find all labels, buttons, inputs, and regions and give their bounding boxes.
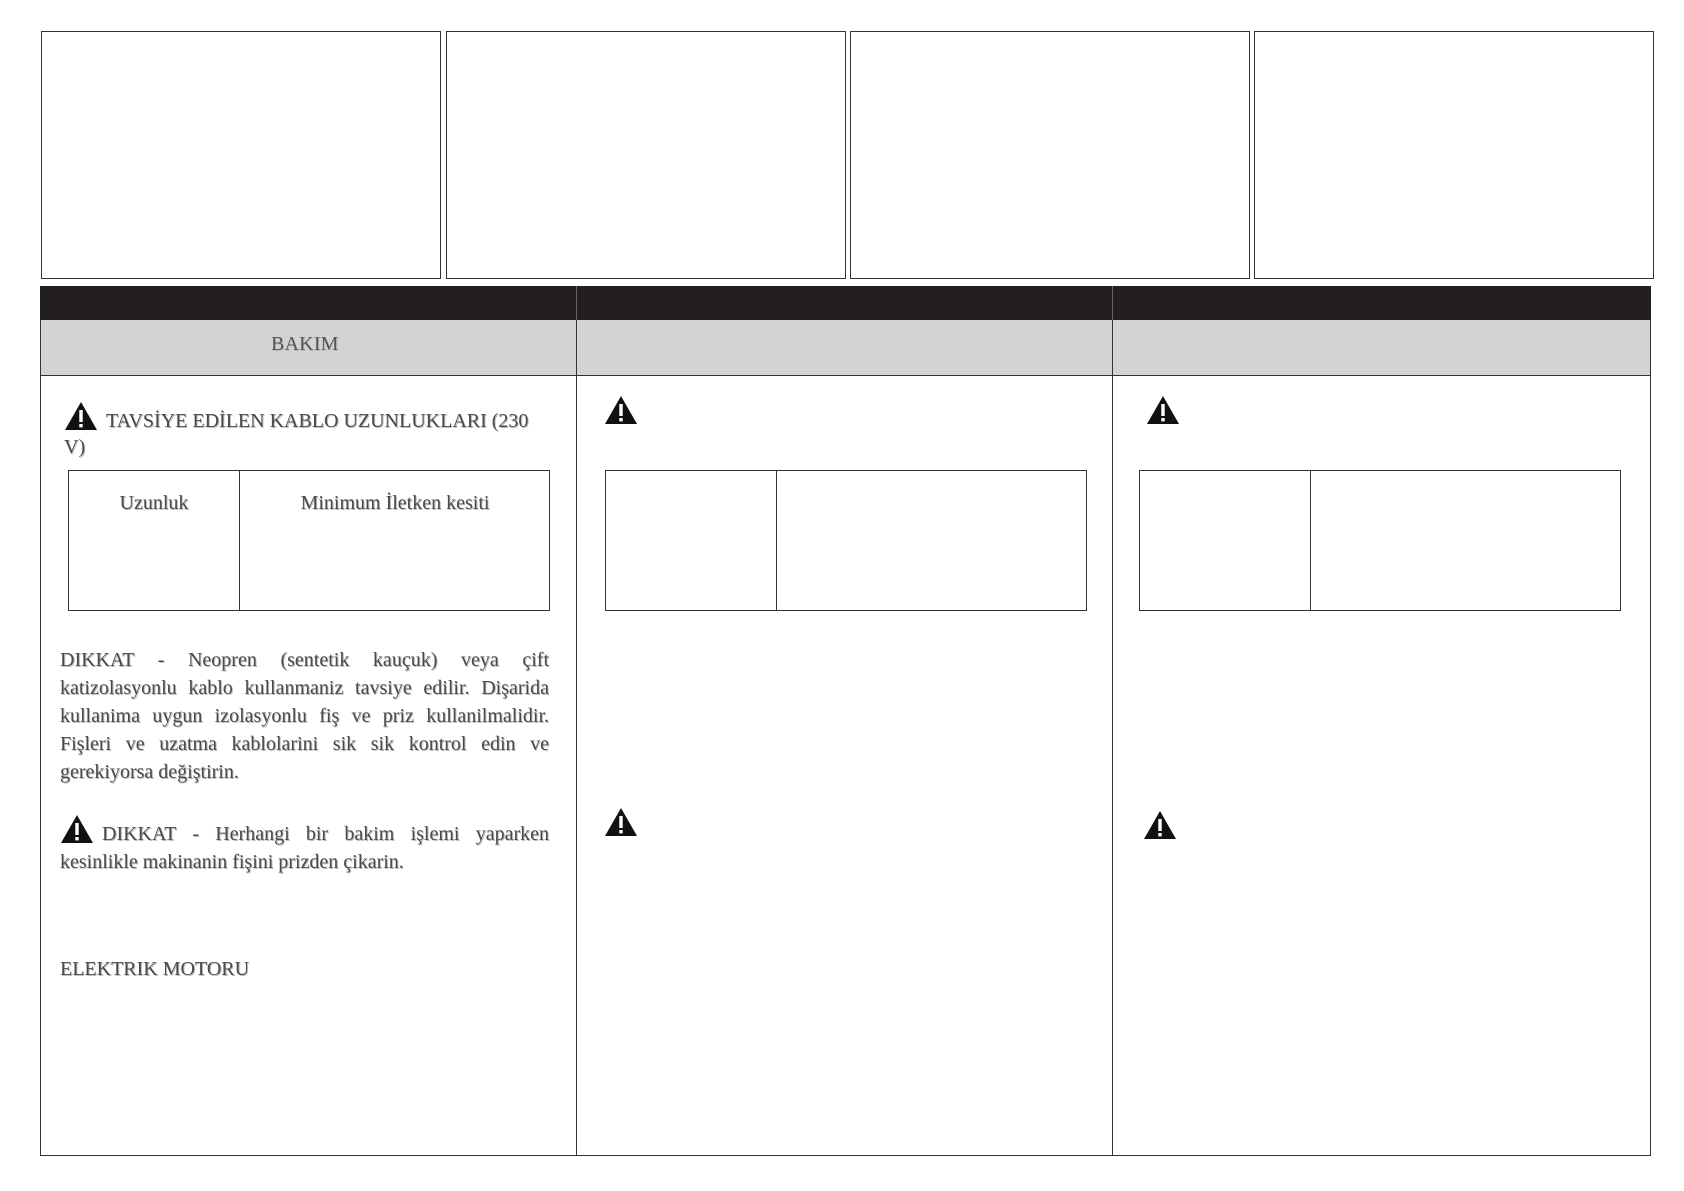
image-panel-2 <box>446 31 846 279</box>
table-column-divider <box>1310 471 1311 610</box>
electric-motor-heading: ELEKTRIK MOTORU <box>60 958 250 980</box>
cable-length-table <box>68 470 550 611</box>
title-band-col3 <box>1113 320 1650 375</box>
header-bar <box>40 286 1651 320</box>
warning-triangle-icon <box>1146 395 1180 425</box>
warning-triangle-icon <box>1143 810 1177 840</box>
cable-advice-paragraph: DIKKAT - Neopren (sentetik kauçuk) veya çift katizolasyonlu kablo kullanmaniz tavsiye edilir. Dişarida kullanima uygun izolasyonlu fiş ve priz kullanilmalidir. Fişleri ve uzatma kablolarini sik sik kontrol edin ve gerekiyorsa değiştirin. <box>60 649 549 783</box>
title-band-col2 <box>577 320 1112 375</box>
section-title: BAKIM <box>271 333 339 355</box>
image-panel-4 <box>1254 31 1654 279</box>
title-band-bottom-rule <box>40 375 1651 376</box>
table-header-length: Uzunluk <box>119 492 189 514</box>
cable-length-table-col3 <box>1139 470 1621 611</box>
warning-triangle-icon <box>604 395 638 425</box>
cable-length-table-col2 <box>605 470 1087 611</box>
warning-heading <box>64 401 544 460</box>
column-divider <box>576 320 577 1155</box>
unplug-warning-text: DIKKAT - Herhangi bir bakim işlemi yaparken kesinlikle makinanin fişini prizden çikarin. <box>60 823 549 873</box>
warning-triangle-icon <box>64 401 98 431</box>
unplug-warning-paragraph <box>60 814 549 876</box>
table-header-cross-section: Minimum İletken kesiti <box>300 492 490 514</box>
image-panel-1 <box>41 31 441 279</box>
warning-heading-text: TAVSİYE EDİLEN KABLO UZUNLUKLARI (230 V) <box>64 410 529 458</box>
header-bar-divider <box>1112 286 1113 320</box>
image-panel-3 <box>850 31 1250 279</box>
table-column-divider <box>776 471 777 610</box>
warning-triangle-icon <box>604 807 638 837</box>
warning-triangle-icon <box>60 814 94 844</box>
header-bar-divider <box>576 286 577 320</box>
column-divider <box>1112 320 1113 1155</box>
